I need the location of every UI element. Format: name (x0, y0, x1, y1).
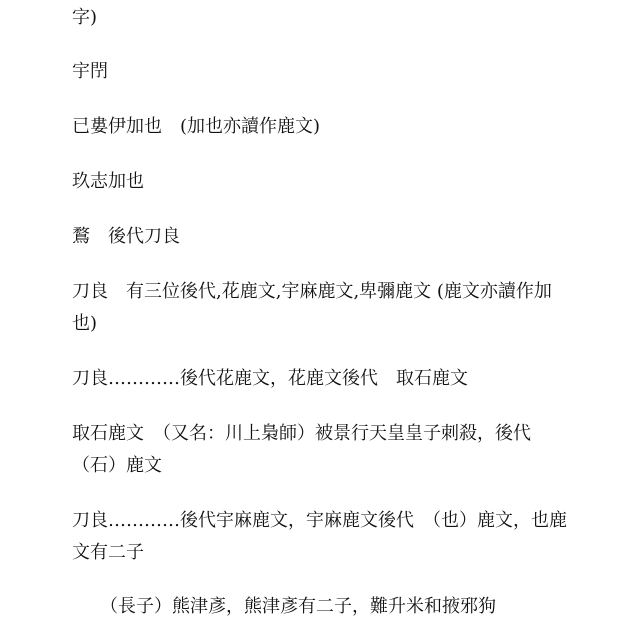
text-line-6: 刀良 有三位後代,花鹿文,宇麻鹿文,卑彌鹿文 (鹿文亦讀作加也) (72, 281, 552, 334)
text-line-4: 玖志加也 (72, 171, 144, 192)
text-line-2: 宇閅 (72, 61, 108, 82)
text-line-5: 鶩 後代刀良 (72, 226, 180, 247)
text-line-7: 刀良…………後代花鹿文，花鹿文後代 取石鹿文 (72, 368, 468, 389)
text-line-10: （長子）熊津彥，熊津彥有二子，難升米和掖邪狗 (100, 596, 496, 617)
text-line-3: 已婁伊加也 (加也亦讀作鹿文) (72, 116, 321, 137)
text-line-8: 取石鹿文 （又名：川上梟師）被景行天皇皇子刺殺，後代（石）鹿文 (72, 423, 531, 476)
text-line-9: 刀良…………後代宇麻鹿文，宇麻鹿文後代 （也）鹿文，也鹿文有二子 (72, 510, 567, 563)
text-line-1: 字) (72, 7, 98, 28)
